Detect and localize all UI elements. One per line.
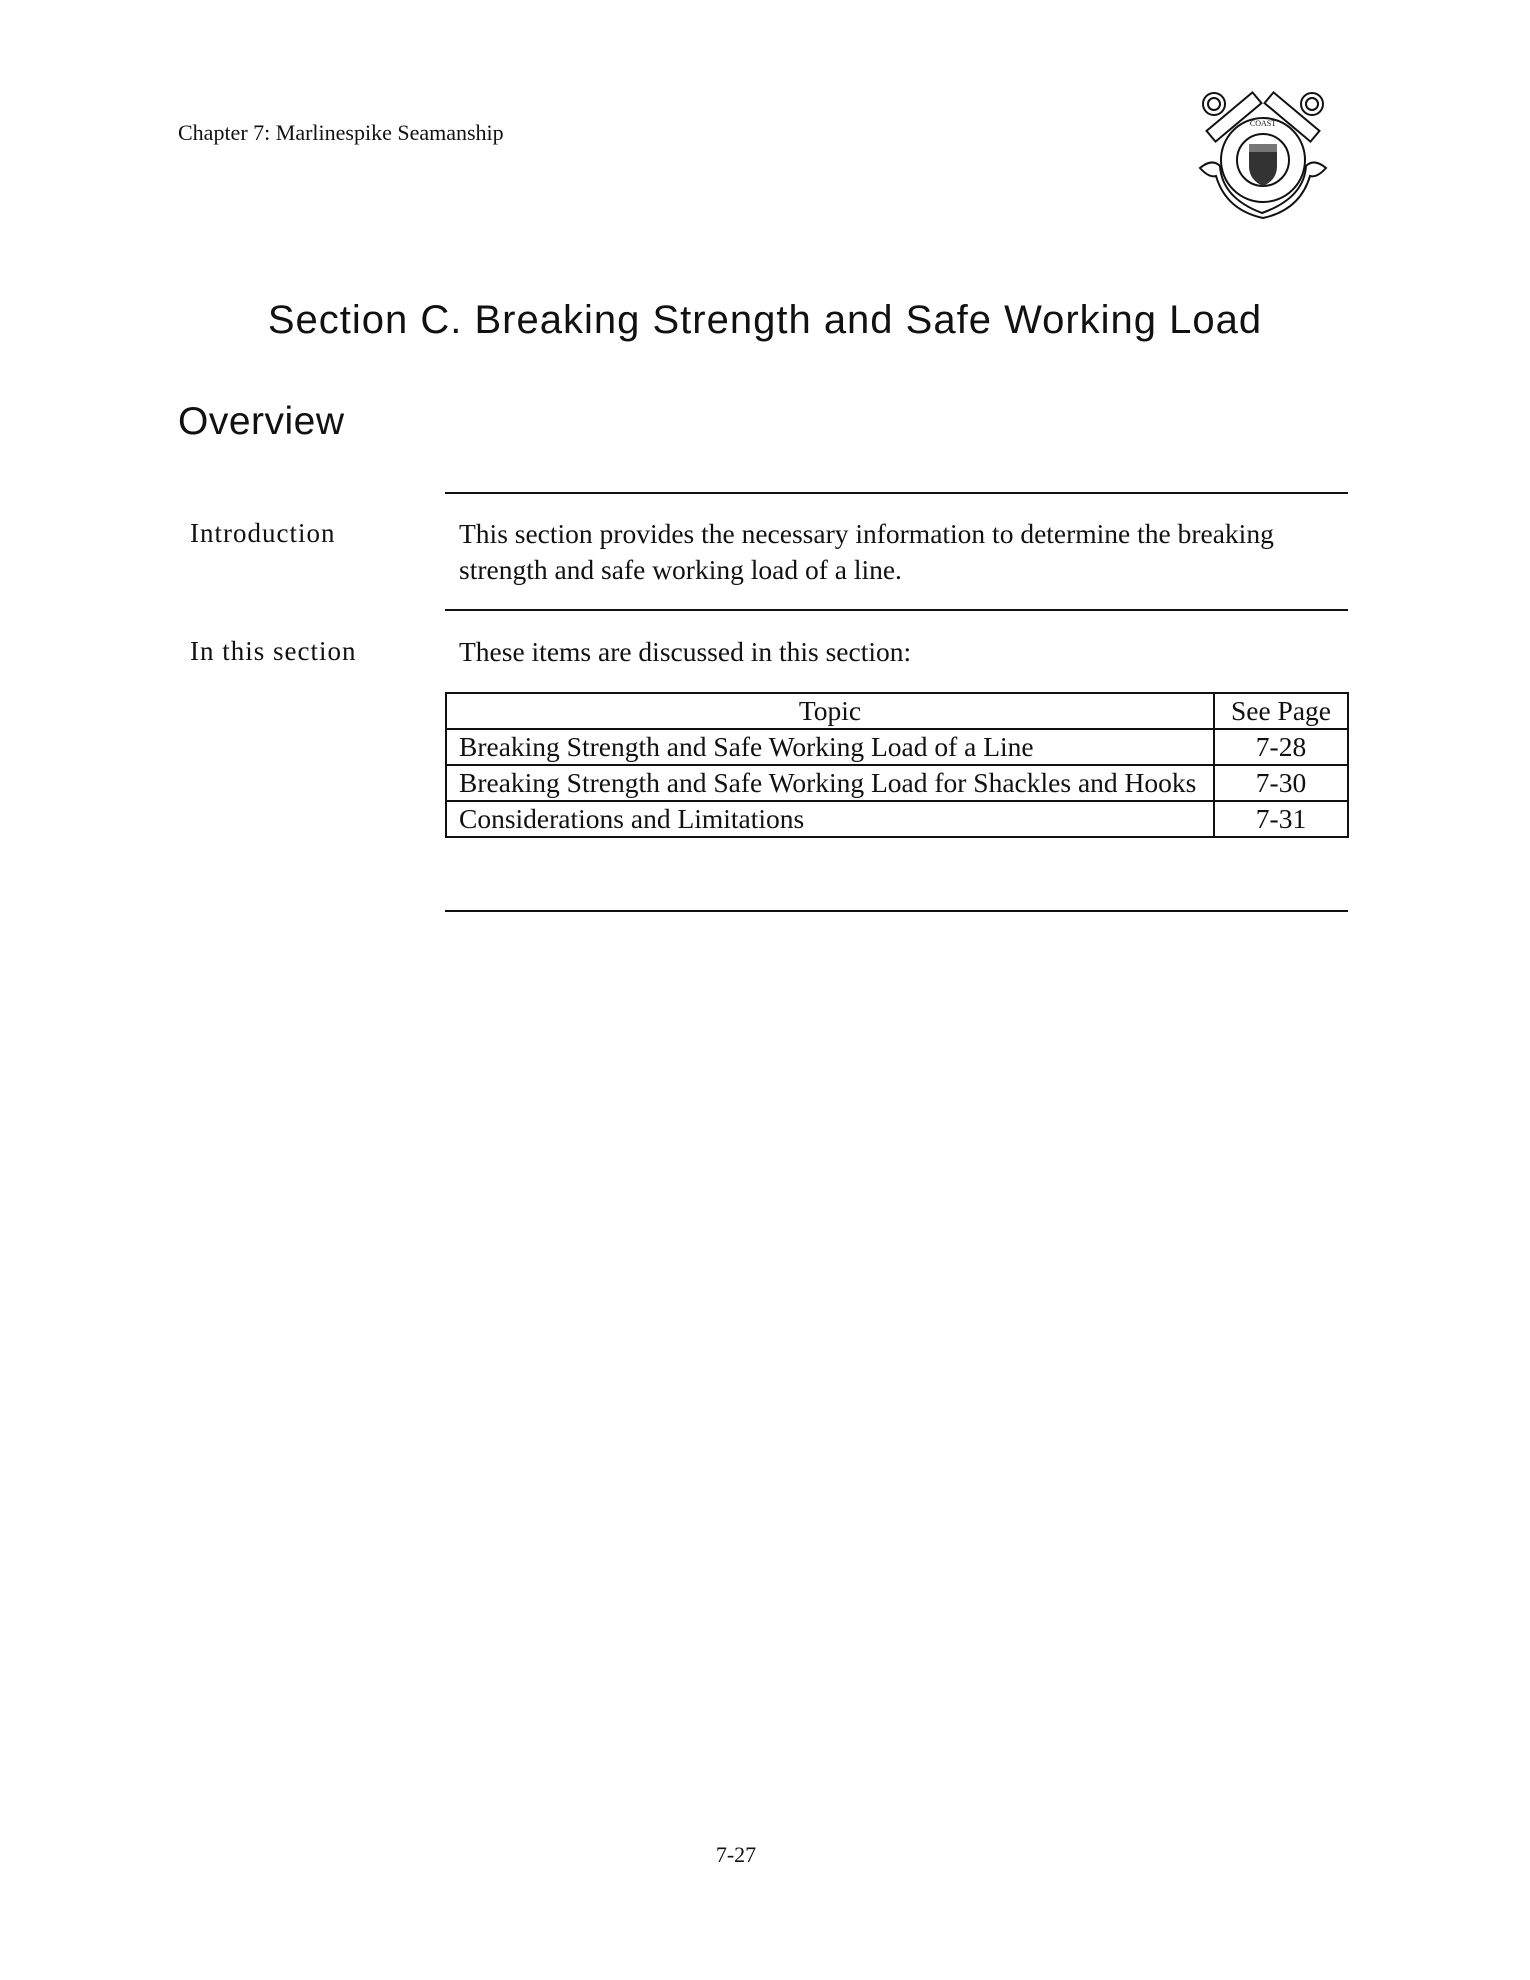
in-this-section-label: In this section: [190, 636, 357, 666]
table-row: [446, 765, 1348, 801]
introduction-label: Introduction: [190, 518, 336, 548]
in-this-section-intro: These items are discussed in this section:: [459, 636, 912, 667]
svg-text:COAST: COAST: [1249, 119, 1277, 128]
table-header-row: [446, 693, 1348, 729]
column-header-topic: Topic: [446, 693, 1214, 729]
coast-guard-seal-logo: [1192, 88, 1334, 222]
column-header-see-page: See Page: [1214, 693, 1348, 729]
section-title: Section C. Breaking Strength and Safe Working Load: [267, 298, 1263, 342]
running-header: Chapter 7: Marlinespike Seamanship: [178, 120, 504, 145]
introduction-text: This section provides the necessary information to determine the breaking strength and safe working load of a line.: [459, 518, 1274, 585]
page-cell: 7-30: [1214, 765, 1348, 801]
page-cell: 7-31: [1214, 801, 1348, 837]
page-number: 7-27: [715, 1842, 757, 1867]
topic-cell: Breaking Strength and Safe Working Load for Shackles and Hooks: [446, 765, 1214, 801]
divider: [445, 609, 1348, 611]
topic-cell: Breaking Strength and Safe Working Load of a Line: [446, 729, 1214, 765]
contents-table: [445, 692, 1349, 838]
table-row: [446, 729, 1348, 765]
divider: [445, 492, 1348, 494]
page-cell: 7-28: [1214, 729, 1348, 765]
topic-cell: Considerations and Limitations: [446, 801, 1214, 837]
table-row: [446, 801, 1348, 837]
divider: [445, 910, 1348, 912]
overview-heading: Overview: [178, 400, 345, 443]
